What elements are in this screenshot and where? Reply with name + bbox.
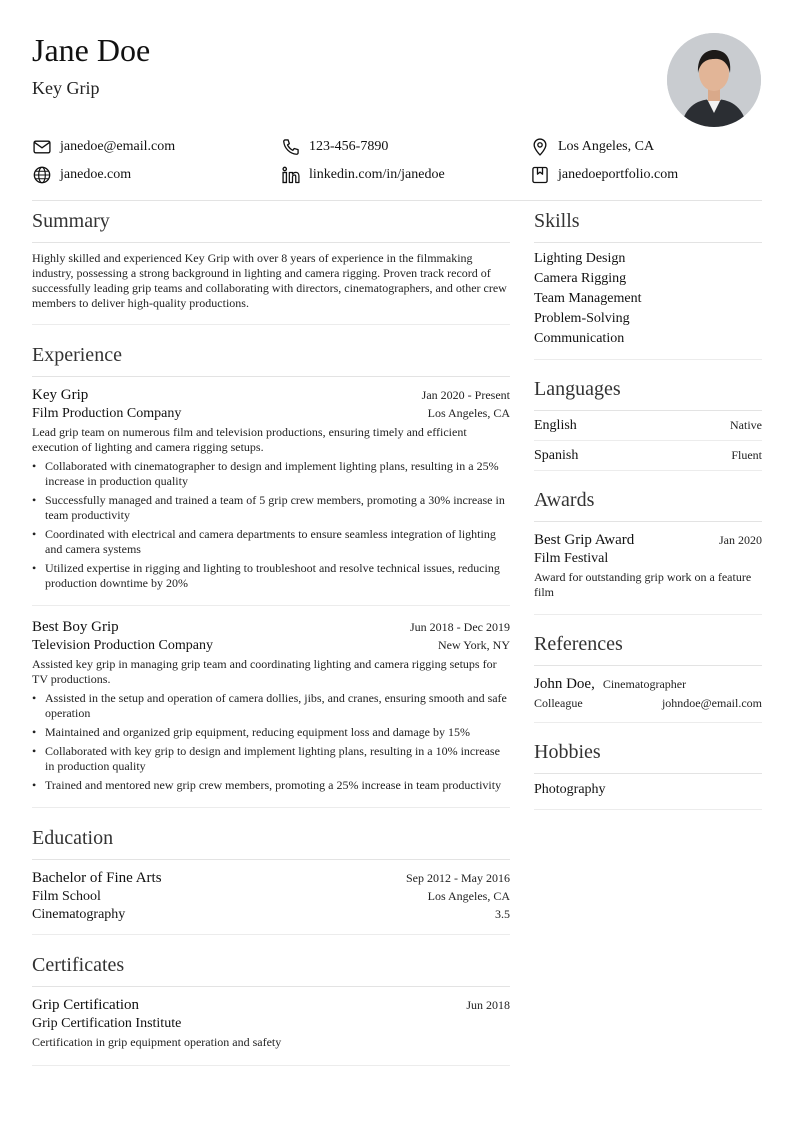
reference-relation: Colleague <box>534 696 583 710</box>
sidebar-column <box>534 208 762 810</box>
education-section <box>32 825 510 935</box>
reference-position: Cinematographer <box>602 677 687 691</box>
phone-text: 123-456-7890 <box>309 139 389 154</box>
profile-photo <box>667 33 761 127</box>
reference-entry <box>534 666 762 722</box>
experience-job-title: Key Grip <box>32 387 89 403</box>
website-text: janedoe.com <box>60 167 132 182</box>
contact-website[interactable] <box>32 165 131 185</box>
awards-heading: Awards <box>534 487 762 522</box>
experience-company: Film Production Company <box>32 406 182 421</box>
awards-section <box>534 487 762 615</box>
location-pin-icon <box>530 137 550 157</box>
education-gpa: 3.5 <box>495 907 510 921</box>
experience-bullet: • Collaborated with cinematographer to design and implement lighting plans, resulting in a 25% increase in production quality <box>32 459 510 489</box>
summary-heading: Summary <box>32 208 510 243</box>
experience-description: Lead grip team on numerous film and television productions, ensuring timely and efficient execution of lighting and camera rigging setups. <box>32 425 467 454</box>
award-date: Jan 2020 <box>719 533 762 547</box>
reference-name: John Doe, <box>534 676 595 692</box>
hobbies-section <box>534 739 762 810</box>
education-location: Los Angeles, CA <box>427 889 510 903</box>
experience-location: New York, NY <box>437 638 510 652</box>
certificates-heading: Certificates <box>32 952 510 987</box>
languages-heading: Languages <box>534 376 762 411</box>
experience-date: Jan 2020 - Present <box>421 388 510 402</box>
award-name: Best Grip Award <box>534 532 635 548</box>
skill-item: Problem-Solving <box>534 311 630 326</box>
experience-bullets <box>32 459 510 591</box>
skill-item: Communication <box>534 331 625 346</box>
linkedin-icon <box>281 165 301 185</box>
skills-section <box>534 208 762 360</box>
bookmark-icon <box>530 165 550 185</box>
certificate-date: Jun 2018 <box>466 998 510 1012</box>
summary-section <box>32 208 510 325</box>
references-section <box>534 631 762 723</box>
certificates-section <box>32 952 510 1066</box>
certificate-description: Certification in grip equipment operation and safety <box>32 1035 282 1049</box>
education-degree: Bachelor of Fine Arts <box>32 870 162 886</box>
education-date: Sep 2012 - May 2016 <box>406 871 510 885</box>
award-description: Award for outstanding grip work on a feature film <box>534 570 752 599</box>
language-row <box>534 440 762 470</box>
experience-job-title: Best Boy Grip <box>32 619 119 635</box>
experience-date: Jun 2018 - Dec 2019 <box>410 620 510 634</box>
experience-entry <box>32 606 510 807</box>
language-name: English <box>534 418 577 433</box>
contact-portfolio[interactable] <box>530 165 678 185</box>
language-name: Spanish <box>534 448 579 463</box>
email-text: janedoe@email.com <box>60 139 176 154</box>
phone-icon <box>281 137 301 157</box>
education-field: Cinematography <box>32 907 126 922</box>
skills-list <box>534 243 762 349</box>
experience-heading: Experience <box>32 342 510 377</box>
language-level: Fluent <box>731 448 762 462</box>
header-divider <box>32 200 762 201</box>
experience-bullet: • Utilized expertise in rigging and lighting to troubleshoot and resolve technical issues, reducing production downtime by 20% <box>32 561 510 591</box>
certificate-name: Grip Certification <box>32 997 140 1013</box>
contact-email[interactable] <box>32 137 175 157</box>
candidate-name: Jane Doe <box>32 32 151 68</box>
mail-icon <box>32 137 52 157</box>
hobbies-heading: Hobbies <box>534 739 762 774</box>
language-row <box>534 411 762 440</box>
languages-section <box>534 376 762 471</box>
experience-bullet: • Coordinated with electrical and camera departments to ensure seamless integration of lighting and camera systems <box>32 527 510 557</box>
experience-bullet: • Trained and mentored new grip crew members, promoting a 25% increase in team productivity <box>32 778 510 793</box>
hobby-item: Photography <box>534 782 606 797</box>
award-entry <box>534 522 762 614</box>
certificate-entry <box>32 987 510 1065</box>
location-text: Los Angeles, CA <box>558 139 655 154</box>
skills-heading: Skills <box>534 208 762 243</box>
main-column <box>32 208 510 1066</box>
experience-bullet: • Assisted in the setup and operation of camera dollies, jibs, and cranes, ensuring smooth and safe operation <box>32 691 510 721</box>
experience-location: Los Angeles, CA <box>427 406 510 420</box>
references-heading: References <box>534 631 762 666</box>
experience-bullet: • Successfully managed and trained a team of 5 grip crew members, promoting a 30% increase in team productivity <box>32 493 510 523</box>
skill-item: Team Management <box>534 291 642 306</box>
contact-location <box>530 137 654 157</box>
job-title: Key Grip <box>32 78 100 98</box>
experience-entry <box>32 377 510 606</box>
experience-bullet: • Collaborated with key grip to design and implement lighting plans, resulting in a 10% increase in production quality <box>32 744 510 774</box>
contact-linkedin[interactable] <box>281 165 445 185</box>
experience-section <box>32 342 510 808</box>
award-issuer: Film Festival <box>534 551 609 566</box>
experience-description: Assisted key grip in managing grip team and coordinating lighting and camera rigging setups for TV productions. <box>32 657 497 686</box>
linkedin-text: linkedin.com/in/janedoe <box>309 167 445 182</box>
language-level: Native <box>730 418 762 432</box>
experience-bullet: • Maintained and organized grip equipment, reducing equipment loss and damage by 15% <box>32 725 510 740</box>
skill-item: Camera Rigging <box>534 271 627 286</box>
summary-text: Highly skilled and experienced Key Grip with over 8 years of experience in the filmmaking industry, possessing a strong background in lighting and camera rigging. Proven track record of successfully leading grip teams and collaborating with directors, cinematographers, and other crew members to deliver high-quality productions. <box>32 251 507 310</box>
hobbies-list <box>534 774 762 809</box>
globe-icon <box>32 165 52 185</box>
reference-email[interactable]: johndoe@email.com <box>661 696 762 710</box>
portfolio-text: janedoeportfolio.com <box>558 167 679 182</box>
education-entry <box>32 860 510 934</box>
experience-bullets <box>32 691 510 793</box>
experience-company: Television Production Company <box>32 638 214 653</box>
certificate-issuer: Grip Certification Institute <box>32 1016 182 1031</box>
education-school: Film School <box>32 889 101 904</box>
skill-item: Lighting Design <box>534 251 626 266</box>
contact-phone[interactable] <box>281 137 388 157</box>
portrait-image <box>667 33 761 127</box>
education-heading: Education <box>32 825 510 860</box>
